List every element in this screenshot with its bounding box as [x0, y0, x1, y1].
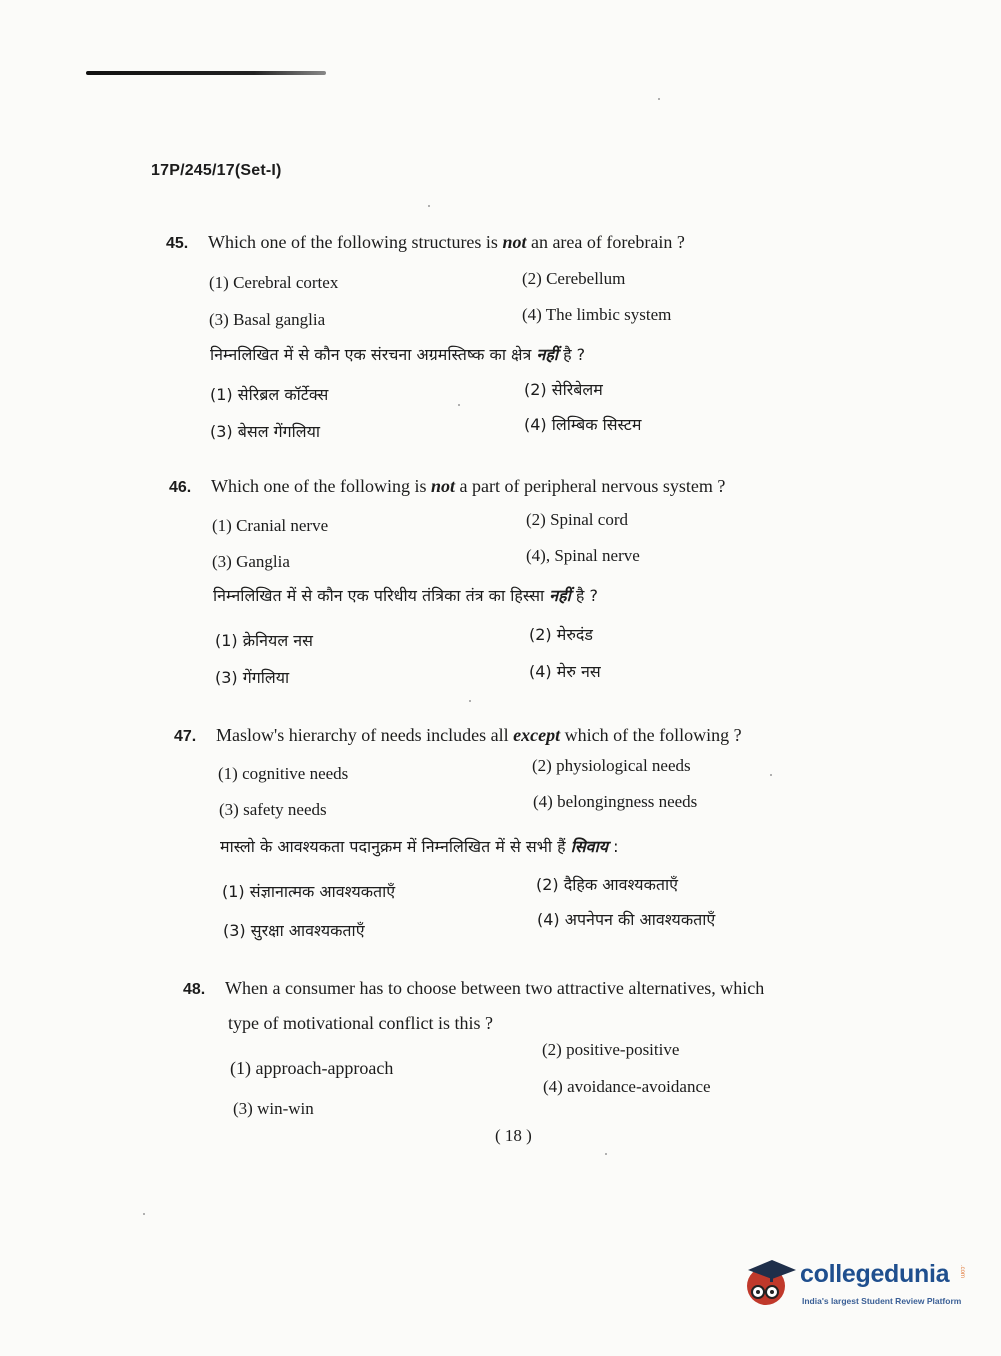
scan-speck: [469, 700, 471, 702]
option-4: (4) avoidance-avoidance: [543, 1077, 711, 1096]
option-3: (3) Basal ganglia: [209, 310, 326, 329]
hindi-option-4: (4) लिम्बिक सिस्टम: [524, 415, 642, 434]
scan-speck: [605, 1153, 607, 1155]
question-stem: 46. Which one of the following is not a part of peripheral nervous system ?: [169, 476, 726, 496]
option-1: (1) Cerebral cortex: [209, 273, 339, 292]
option-4: (4) belongingness needs: [533, 792, 698, 811]
option-3: (3) Ganglia: [212, 552, 290, 571]
hindi-stem: मास्लो के आवश्यकता पदानुक्रम में निम्नलिखित में से सभी हैं सिवाय :: [220, 837, 619, 856]
question-number: 45.: [166, 235, 189, 252]
hindi-option-1: (1) क्रेनियल नस: [215, 631, 313, 650]
brand-suffix: .com: [959, 1265, 965, 1279]
mascot-icon: [742, 1252, 800, 1310]
question-stem: 45. Which one of the following structures is not an area of forebrain ?: [166, 232, 685, 252]
scan-speck: [458, 404, 460, 406]
option-3: (3) safety needs: [219, 800, 327, 819]
hindi-option-3: (3) बेसल गेंगलिया: [210, 422, 321, 441]
hindi-option-2: (2) मेरुदंड: [529, 625, 593, 644]
hindi-stem: निम्नलिखित में से कौन एक परिधीय तंत्रिका तंत्र का हिस्सा नहीं है ?: [213, 586, 598, 605]
option-4: (4), Spinal nerve: [526, 546, 640, 565]
hindi-stem: निम्नलिखित में से कौन एक संरचना अग्रमस्तिष्क का क्षेत्र नहीं है ?: [210, 345, 586, 364]
option-2: (2) Spinal cord: [526, 510, 628, 529]
option-1: (1) approach-approach: [230, 1058, 394, 1078]
option-1: (1) cognitive needs: [218, 764, 349, 783]
hindi-option-1: (1) संज्ञानात्मक आवश्यकताएँ: [222, 882, 396, 901]
hindi-option-4: (4) अपनेपन की आवश्यकताएँ: [537, 910, 716, 929]
option-4: (4) The limbic system: [522, 305, 672, 324]
hindi-option-3: (3) सुरक्षा आवश्यकताएँ: [223, 921, 365, 940]
question-number: 48.: [183, 981, 206, 998]
scan-speck: [143, 1213, 145, 1215]
question-stem: 47. Maslow's hierarchy of needs includes all except which of the following ?: [174, 725, 742, 745]
question-stem-line-2: type of motivational conflict is this ?: [228, 1013, 493, 1033]
collegedunia-watermark: [742, 1252, 972, 1314]
question-stem: 48. When a consumer has to choose between two attractive alternatives, which: [183, 978, 765, 998]
hindi-option-2: (2) सेरिबेलम: [524, 380, 603, 399]
hindi-option-4: (4) मेरु नस: [529, 662, 601, 681]
hindi-option-3: (3) गेंगलिया: [215, 668, 290, 687]
question-number: 46.: [169, 479, 192, 496]
scan-speck: [770, 774, 772, 776]
hindi-option-1: (1) सेरिब्रल कॉर्टेक्स: [210, 385, 329, 404]
page-number: ( 18 ): [495, 1126, 532, 1145]
brand-tagline: India's largest Student Review Platform: [802, 1296, 962, 1306]
option-2: (2) Cerebellum: [522, 269, 626, 288]
question-number: 47.: [174, 728, 197, 745]
option-3: (3) win-win: [233, 1099, 314, 1118]
scan-speck: [428, 205, 430, 207]
scan-speck: [658, 98, 660, 100]
option-2: (2) positive-positive: [542, 1040, 680, 1059]
hindi-option-2: (2) दैहिक आवश्यकताएँ: [536, 875, 678, 894]
paper-code: 17P/245/17(Set-I): [151, 162, 282, 179]
option-1: (1) Cranial nerve: [212, 516, 329, 535]
top-rule: [86, 71, 326, 75]
option-2: (2) physiological needs: [532, 756, 691, 775]
brand-name: collegedunia: [800, 1260, 950, 1288]
